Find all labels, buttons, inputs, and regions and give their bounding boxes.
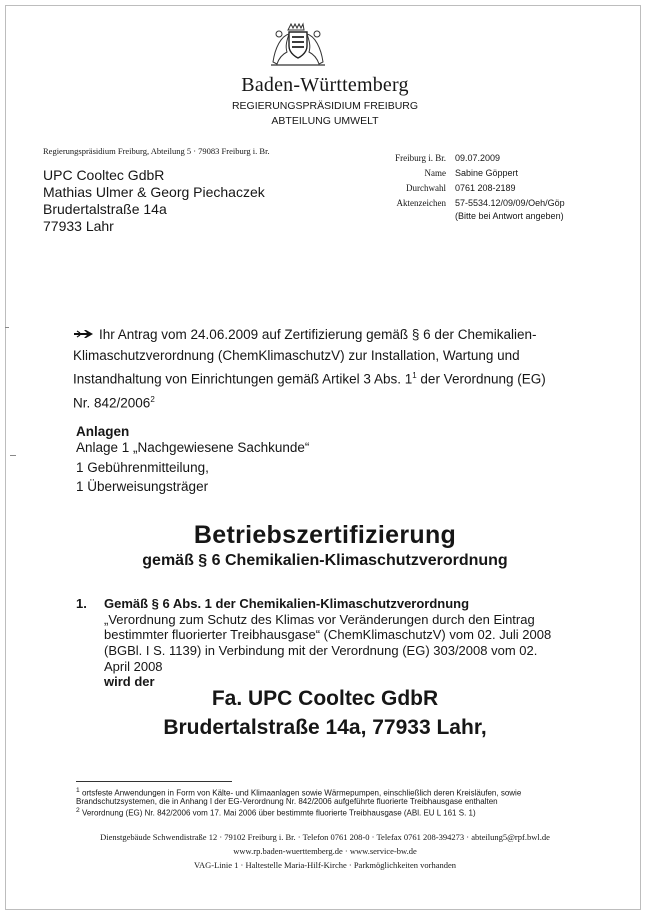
footer-transit: VAG-Linie 1 · Haltestelle Maria-Hilf-Kirche · Parkmöglichkeiten vorhanden [193,860,457,870]
footnote: $^2$ Verordnung (EG) Nr. 842/2006 vom 17. Mai 2006 über bestimmte fluorierte Treibhausgase (ABl. EU L 161 S. 1) [76,807,476,818]
company-address: Brudertalstraße 14a, 77933 Lahr, [163,716,487,739]
footnote-ref: 2 [150,395,155,404]
footnote-ref: 1 [412,371,417,380]
section-number: 1. [76,596,87,611]
state-name: Baden-Württemberg [241,74,409,96]
attachment-item: 1 Überweisungsträger [76,479,209,494]
certificate-subtitle: gemäß § 6 Chemikalien-Klimaschutzverordnung [142,552,508,569]
section-closing: wird der [104,674,155,689]
sender-line: Regierungspräsidium Freiburg, Abteilung 5 · 79083 Freiburg i. Br. [43,146,270,156]
fold-mark [10,455,16,456]
subject [73,325,573,414]
recipient-line: Brudertalstraße 14a [43,201,167,217]
phone-label: Durchwahl [406,183,446,193]
attachment-item: Anlage 1 „Nachgewiesene Sachkunde“ [76,440,310,455]
subject-line: Klimaschutzverordnung (ChemKlimaschutzV) zur Installation, Wartung und [73,347,520,363]
attachments-heading: Anlagen [76,424,130,439]
footer-web: www.rp.baden-wuerttemberg.de · www.service-bw.de [233,846,417,856]
department-name: ABTEILUNG UMWELT [271,115,379,127]
recipient-line: UPC Cooltec GdbR [43,167,165,183]
section-body-line: „Verordnung zum Schutz des Klimas vor Veränderungen durch den Eintrag [104,612,535,627]
office-name: REGIERUNGSPRÄSIDIUM FREIBURG [231,100,419,112]
recipient-line: 77933 Lahr [43,218,114,234]
attachment-item: 1 Gebührenmitteilung, [76,460,209,475]
subject-line: der Verordnung (EG) [416,371,546,387]
name-value: Sabine Göppert [455,168,519,178]
document-page [5,5,641,910]
name-label: Name [424,168,446,178]
date-value: 09.07.2009 [455,153,501,163]
footnote: Brandschutzsystemen, die in Anhang I der EG-Verordnung Nr. 842/2006 aufgeführte fluorierte Treibhausgase enthalten [76,797,498,806]
footnote: $^1$ ortsfeste Anwendungen in Form von Kälte- und Klimaanlagen sowie Wärmepumpen, einschließlich deren Kreisläufen, sowie [76,787,522,798]
subject-line: Nr. 842/2006 [73,395,151,411]
section-body-line: April 2008 [104,659,163,674]
company-name: Fa. UPC Cooltec GdbR [211,687,439,710]
reference-note: (Bitte bei Antwort angeben) [455,211,564,221]
footer-address: Dienstgebäude Schwendistraße 12 · 79102 Freiburg i. Br. · Telefon 0761 208-0 · Telefax 0761 208-394273 · abteilung5@rpf.bwl.de [100,832,550,842]
subject-line: Instandhaltung von Einrichtungen gemäß Artikel 3 Abs. 1 [73,371,413,387]
reference-value: 57-5534.12/09/09/Oeh/Göp [455,198,565,208]
subject-line: Ihr Antrag vom 24.06.2009 auf Zertifizierung gemäß § 6 der Chemikalien- [99,327,537,342]
reference-label: Aktenzeichen [396,198,446,208]
recipient-line: Mathias Ulmer & Georg Piechaczek [43,184,265,200]
fold-mark [5,327,9,328]
pointing-hand-icon [73,329,95,339]
footnote-divider [76,781,232,782]
section-body-line: (BGBl. I S. 1139) in Verbindung mit der Verordnung (EG) 303/2008 vom 02. [104,643,538,658]
coat-of-arms-icon [267,22,329,68]
phone-value: 0761 208-2189 [455,183,516,193]
section-heading: Gemäß § 6 Abs. 1 der Chemikalien-Klimaschutzverordnung [104,596,470,611]
certificate-title: Betriebszertifizierung [193,521,457,549]
date-label: Freiburg i. Br. [395,153,446,163]
section-body-line: bestimmter fluorierter Treibhausgase“ (ChemKlimaschutzV) vom 02. Juli 2008 [104,627,552,642]
